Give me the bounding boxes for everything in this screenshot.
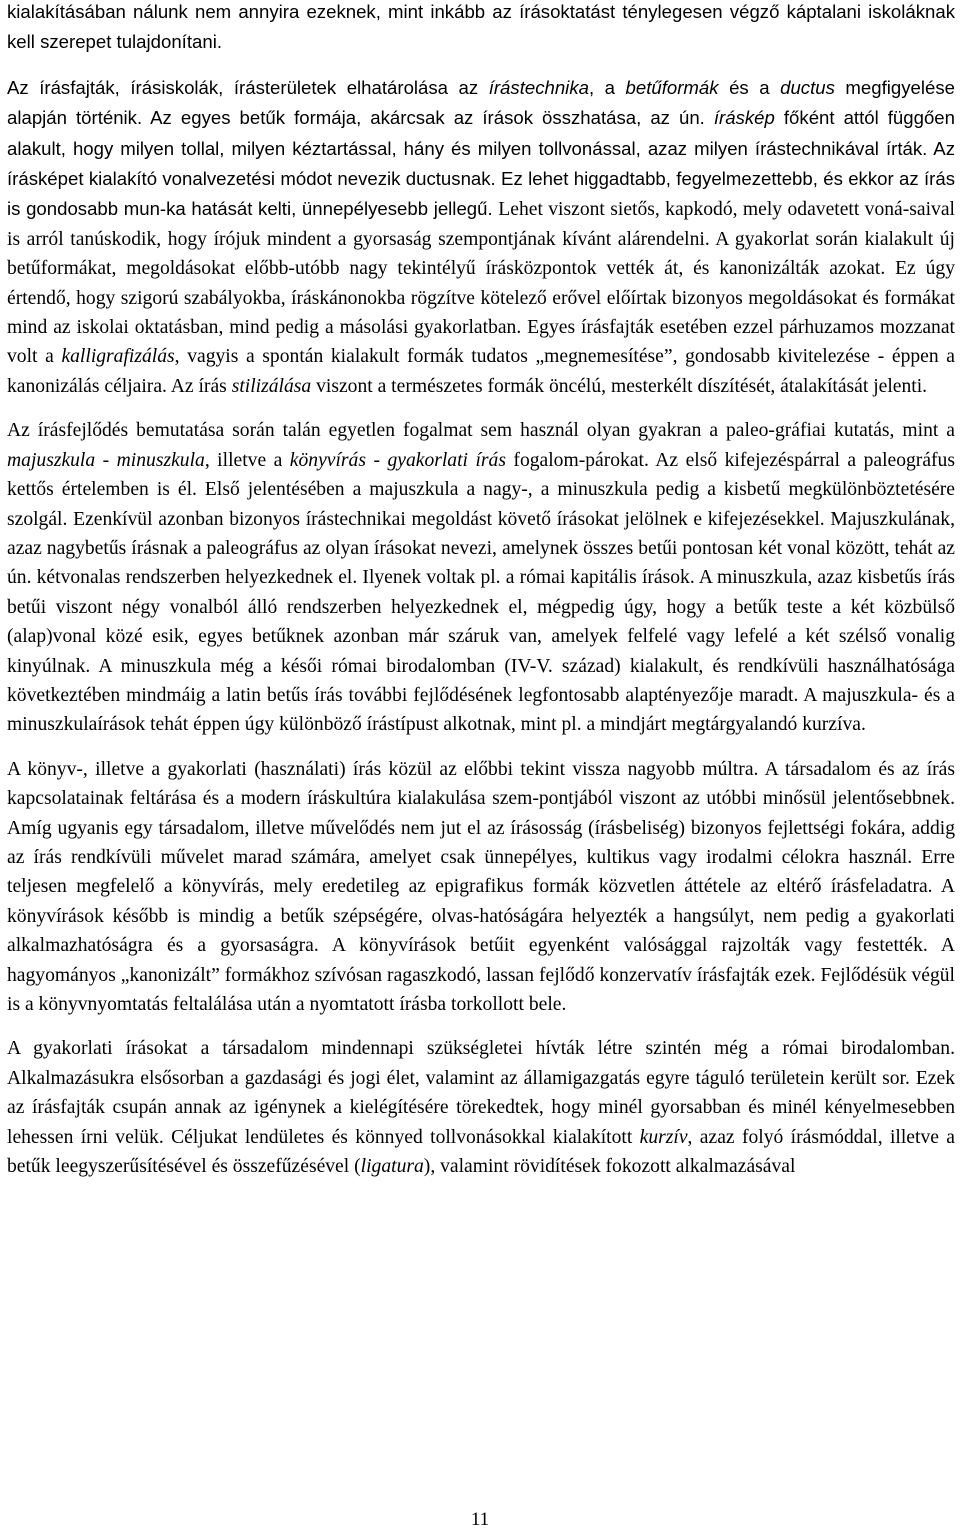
italic-term: könyvírás — [289, 449, 366, 471]
text-run: A könyv-, illetve a gyakorlati (használati) írás közül az előbbi tekint vissza nagyobb múltra. A társadalom és az írás kapcsolatainak feltárása és a modern íráskultúra kialakulása szem-pontjából viszont az utóbbi minősül jelentősebbnek. Amíg ugyanis egy társadalom, illetve művelődés nem jut el az írásosság (írásbeliség) bizonyos fejlettségi fokára, addig az írás rendkívüli művelet marad számára, amelyet csak ünnepélyes, kultikus vagy irodalmi célokra használ. Erre teljesen megfelelő a könyvírás, mely eredetileg az epigrafikus formák közvetlen áttétele az eltérő írásfeladatra. A könyvírások később is mindig a betűk szépségére, olvas-hatóságára helyezték a hangsúlyt, nem pedig a gyakorlati alkalmazhatóságra és a gyorsaságra. A könyvírások betűit egyenként valósággal rajzolták vagy festették. A hagyományos „kanonizált” formákhoz szívósan ragaszkodó, lassan fejlődő konzervatív írásfajták ezek. Fejlődésük végül is a könyvnyomtatás feltalálása után a nyomtatott írásba torkollott bele. — [7, 758, 955, 1015]
text-run: főként attól függően alakult, hogy milyen tollal, milyen kéztartással, hány és milyen tollvonással, azaz milyen írástechnikával írták. Az írásképet kialakító vonalvezetési módot nevezik ductusnak. Ez lehet higgadtabb, fegyelmezettebb, és ekkor az írás is gondosabb mun-ka hatását kelti, ünnepélyesebb jellegű. — [7, 107, 955, 220]
text-run: kialakításában nálunk nem annyira ezeknek, mint inkább az írásoktatást ténylegesen végző káptalani iskoláknak kell szerepet tulajdonítani. — [7, 1, 955, 53]
text-run: , illetve a — [204, 449, 290, 471]
italic-term: ligatura — [360, 1156, 424, 1178]
italic-term: betűformák — [625, 76, 719, 98]
italic-term: írástechnika — [488, 76, 589, 98]
document-body — [7, 0, 955, 1181]
italic-term: kurzív — [639, 1126, 688, 1148]
text-run: , azaz folyó írásmóddal, illetve a betűk leegyszerűsítésével és összefűzésével ( — [7, 1126, 955, 1178]
page-number: 11 — [470, 1509, 490, 1530]
italic-term: majuszkula — [7, 449, 96, 471]
text-run: A gyakorlati írásokat a társadalom mindennapi szükségletei hívták létre szintén még a római birodalomban. Alkalmazásukra elsősorban a gazdasági és jogi élet, valamint az államigazgatás egyre táguló területein került sor. Ezek az írásfajták csupán annak az igénynek a kielégítésére törekedtek, hogy minél gyorsabban és minél kényelmesebben lehessen írni velük. Céljukat lendületes és könnyed tollvonásokkal kialakított — [7, 1038, 955, 1148]
text-run: Az írásfajták, írásiskolák, írásterületek elhatárolása az — [7, 76, 489, 98]
paragraph — [7, 416, 955, 739]
text-run: - — [95, 449, 117, 471]
italic-term: íráskép — [713, 107, 775, 129]
text-run: - — [365, 449, 388, 471]
text-run: és a — [718, 76, 781, 98]
italic-term: gyakorlati írás — [387, 449, 506, 471]
text-run: Lehet viszont sietős, kapkodó, mely odavetett voná-saival is arról tanúskodik, hogy írójuk mindent a gyorsaság szempontjának kívánt alárendelni. A gyakorlat során kialakult új betűformákat, megoldásokat előbb-utóbb nagy tekintélyű írásközpontok vették át, és kanonizálták azokat. Ez úgy értendő, hogy szigorú szabályokba, íráskánonokba rögzítve kötelező erővel előírtak bizonyos megoldásokat és formákat mind az iskolai oktatásban, mind pedig a másolási gyakorlatban. Egyes írásfajták esetében ezzel párhuzamos mozzanat volt a — [7, 199, 955, 368]
italic-term: minuszkula — [116, 449, 205, 471]
text-run: megfigyelése alapján történik. Az egyes betűk formája, akárcsak az írások összhatása, az ún. — [7, 76, 955, 129]
italic-term: ductus — [780, 76, 835, 98]
paragraph — [7, 73, 955, 401]
paragraph — [7, 1034, 955, 1181]
text-run: , vagyis a spontán kialakult formák tudatos „megnemesítése”, gondosabb kivitelezése - éppen a kanonizálás céljaira. Az írás — [7, 346, 955, 397]
text-run: ), valamint rövidítések fokozott alkalmazásával — [423, 1156, 796, 1178]
italic-term: stilizálása — [231, 375, 312, 397]
paragraph — [7, 0, 955, 58]
text-run: Az írásfejlődés bemutatása során talán egyetlen fogalmat sem használ olyan gyakran a paleo-gráfiai kutatás, mint a — [7, 420, 955, 442]
paragraph — [7, 755, 955, 1020]
text-run: viszont a természetes formák öncélú, mesterkélt díszítését, átalakítását jelenti. — [311, 375, 928, 397]
text-run: , a — [588, 76, 626, 98]
italic-term: kalligrafizálás — [61, 346, 175, 368]
text-run: fogalom-párokat. Az első kifejezéspárral a paleográfus kettős értelemben is él. Első jelentésében a majuszkula a nagy-, a minuszkula pedig a kisbetű megkülönböztetésére szolgál. Ezenkívül azonban bizonyos írástechnikai megoldást követő írásokat jelölnek e kifejezésekkel. Majuszkulának, azaz nagybetűs írásnak a paleográfus az olyan írásokat nevezi, amelynek összes betűi pontosan két vonal között, tehát az ún. kétvonalas rendszerben helyezkednek el. Ilyenek voltak pl. a római kapitális írások. A minuszkula, azaz kisbetűs írás betűi viszont négy vonalból álló rendszerben helyezkednek el, mégpedig úgy, hogy a betűk teste a két közbülső (alap)vonal közé esik, egyes betűknek azonban már száruk van, amelyek felfelé vagy lefelé a két szélső vonalig kinyúlnak. A minuszkula még a késői római birodalomban (IV-V. század) kialakult, és rendkívüli használhatósága következtében mindmáig a latin betűs írás további fejlődésének legfontosabb alaptényezője maradt. A majuszkula- és a minuszkulaírások tehát éppen úgy különböző írástípust alkotnak, mint pl. a mindjárt megtárgyalandó kurzíva. — [7, 449, 955, 736]
